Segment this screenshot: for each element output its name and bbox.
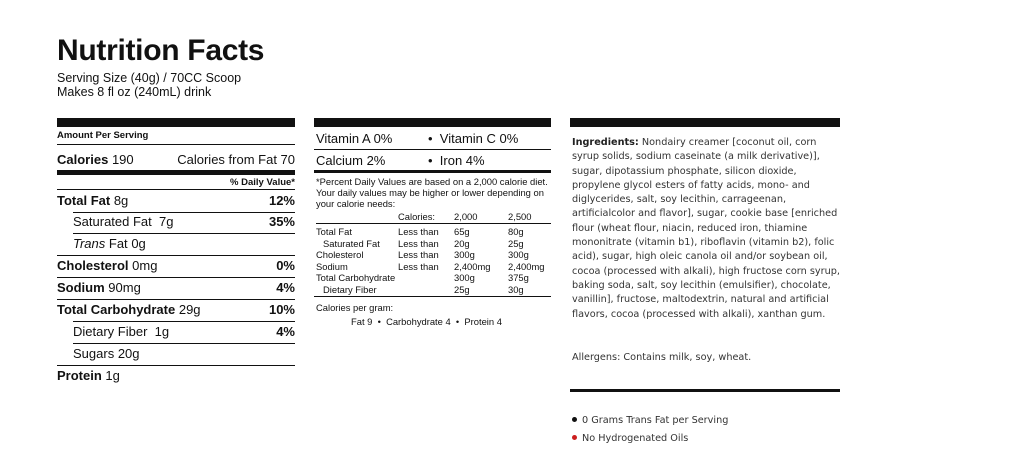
dv-cell: 300g <box>454 272 475 283</box>
nutrient-name-italic: Trans <box>73 236 106 251</box>
divider <box>316 223 551 224</box>
nutrient-name: Sodium <box>57 280 105 295</box>
nutrient-name: Dietary Fiber <box>73 324 148 339</box>
dv-cell: 80g <box>508 226 524 237</box>
dv-cell: Cholesterol <box>316 249 364 260</box>
dv-cell: 25g <box>508 237 524 249</box>
nutrient-name: Cholesterol <box>57 258 129 273</box>
daily-value-header: % Daily Value* <box>230 177 295 188</box>
nutrient-name: Saturated Fat <box>73 214 152 229</box>
divider <box>57 299 295 300</box>
nutrient-label <box>57 302 201 317</box>
nutrient-row-sodium <box>57 279 295 297</box>
iron-cell <box>428 152 485 170</box>
divider <box>314 149 551 150</box>
nutrient-amount: 8g <box>113 193 129 208</box>
dv-cell: 30g <box>508 283 524 295</box>
calories-row <box>57 151 295 169</box>
nutrient-row-total-carbohydrate <box>57 301 295 319</box>
page-title: Nutrition Facts <box>57 34 265 67</box>
nutrient-amount: 1g <box>154 324 170 339</box>
dv-cell: Dietary Fiber <box>323 283 377 295</box>
divider <box>73 321 295 322</box>
nutrient-amount: 0g <box>131 236 146 251</box>
nutrient-pct: 4% <box>276 280 295 295</box>
divider <box>57 255 295 256</box>
nutrient-amount: 90mg <box>108 280 141 295</box>
dv-cell: 300g <box>454 249 475 260</box>
nutrient-pct: 0% <box>276 258 295 273</box>
dv-cell: Sodium <box>316 260 348 272</box>
divider <box>314 170 551 173</box>
vitamin-c-cell <box>428 130 518 148</box>
nutrient-name: Fat <box>108 236 128 251</box>
nutrient-name: Sugars <box>73 346 115 361</box>
dv-header-2500: 2,500 <box>508 211 532 222</box>
vitamin-row-2 <box>316 152 551 170</box>
calories-per-gram: Calories per gram: <box>316 302 394 313</box>
bullet-no-hydrogenated-oils <box>572 433 688 444</box>
ingredients-text: Nondairy creamer [coconut oil, corn syrup solids, sodium caseinate (a milk derivative)], sugar, dipotassium phosphate, silicon dioxide, propylene glycol esters of fatty acids, mono- and diglycerides, salt, soy lecithin, carrageenan, artificialcolor and flavor], sugar, cookie base [enriched flour (wheat flour, niacin, reduced iron, thiamine mononitrate (vitamin b1), riboflavin (vitamin b2), folic acid), sugar, high oleic canola oil and/or soybean oil, cocoa (processed with alkali), high fructose corn syrup, baking soda, salt, soy lecithin (emulsifier), chocolate, vanillin], fructose, maltodextrin, natural and artificial flavors, cocoa (processed with alkali), xanthan gum. <box>572 137 840 320</box>
dv-cell: Less than <box>398 237 439 249</box>
divider <box>57 189 295 190</box>
divider <box>57 365 295 366</box>
divider <box>314 296 551 297</box>
nutrient-amount: 1g <box>105 368 120 383</box>
bullet-dot: • <box>428 153 433 168</box>
divider <box>57 277 295 278</box>
nutrient-label <box>57 280 141 295</box>
nutrient-amount: 0mg <box>132 258 158 273</box>
vitamin-c: Vitamin C 0% <box>439 131 519 146</box>
nutrient-pct: 35% <box>268 214 295 229</box>
dv-cell: Less than <box>398 260 439 272</box>
nutrient-label <box>57 368 120 383</box>
nutrient-row-saturated-fat <box>73 213 295 231</box>
dv-cell: Total Carbohydrate <box>316 272 396 283</box>
dv-cell: 25g <box>454 283 470 295</box>
bullet-dot-icon <box>572 417 577 422</box>
dv-cell: Saturated Fat <box>323 237 380 249</box>
calories-per-gram-values: Fat 9 • Carbohydrate 4 • Protein 4 <box>351 316 502 327</box>
top-thick-bar <box>314 118 551 127</box>
nutrient-row-sugars <box>73 345 295 363</box>
mid-thick-bar <box>57 170 295 175</box>
amount-per-serving: Amount Per Serving <box>57 130 149 141</box>
nutrient-amount: 7g <box>159 214 174 229</box>
nutrient-amount: 29g <box>178 302 201 317</box>
nutrient-row-trans-fat <box>73 235 295 253</box>
dv-cell: 20g <box>454 237 470 249</box>
dv-header-2000: 2,000 <box>454 211 478 222</box>
dv-cell: 375g <box>508 272 529 283</box>
bullet-trans-fat <box>572 415 728 426</box>
bullet-text: 0 Grams Trans Fat per Serving <box>582 415 729 426</box>
nutrient-label <box>57 258 157 273</box>
dv-cell: Less than <box>398 226 439 237</box>
calories-value: 190 <box>111 152 134 167</box>
serving-size: Serving Size (40g) / 70CC Scoop <box>57 71 242 85</box>
nutrient-label <box>57 193 128 208</box>
bullet-dot-icon <box>572 435 577 440</box>
nutrient-name: Protein <box>57 368 102 383</box>
nutrient-pct: 4% <box>276 324 295 339</box>
calories-from-fat: Calories from Fat 70 <box>177 152 295 167</box>
ingredients-text-block <box>572 136 842 322</box>
dv-cell: Less than <box>398 249 439 260</box>
dv-cell: 2,400mg <box>454 260 491 272</box>
bullet-dot: • <box>428 131 433 146</box>
nutrient-pct: 12% <box>268 193 295 208</box>
divider <box>73 343 295 344</box>
divider <box>570 389 840 392</box>
iron: Iron 4% <box>439 153 485 168</box>
vitamin-row-1 <box>316 130 551 148</box>
bullet-text: No Hydrogenated Oils <box>582 433 689 444</box>
makes-line: Makes 8 fl oz (240mL) drink <box>57 85 212 99</box>
divider <box>73 233 295 234</box>
divider <box>57 144 295 145</box>
nutrient-row-total-fat <box>57 192 295 210</box>
calories-label: Calories <box>57 152 109 167</box>
ingredients-label: Ingredients: <box>572 137 639 148</box>
daily-value-footnote: *Percent Daily Values are based on a 2,000 calorie diet. Your daily values may be higher or lower depending on your calorie needs: <box>316 176 548 209</box>
nutrient-name: Total Carbohydrate <box>57 302 176 317</box>
allergens: Allergens: Contains milk, soy, wheat. <box>572 352 752 363</box>
nutrient-name: Total Fat <box>57 193 111 208</box>
nutrient-row-protein <box>57 367 295 385</box>
serving-info <box>57 71 241 99</box>
nutrient-amount: 20g <box>117 346 140 361</box>
dv-cell: 300g <box>508 249 529 260</box>
top-thick-bar <box>57 118 295 127</box>
nutrient-pct: 10% <box>268 302 295 317</box>
calcium: Calcium 2% <box>316 153 386 168</box>
dv-header-calories: Calories: <box>398 211 435 222</box>
vitamin-a: Vitamin A 0% <box>316 131 393 146</box>
nutrient-row-cholesterol <box>57 257 295 275</box>
nutrient-row-dietary-fiber <box>73 323 295 341</box>
dv-cell: Total Fat <box>316 226 352 237</box>
top-thick-bar <box>570 118 840 127</box>
dv-cell: 65g <box>454 226 470 237</box>
dv-cell: 2,400mg <box>508 260 545 272</box>
